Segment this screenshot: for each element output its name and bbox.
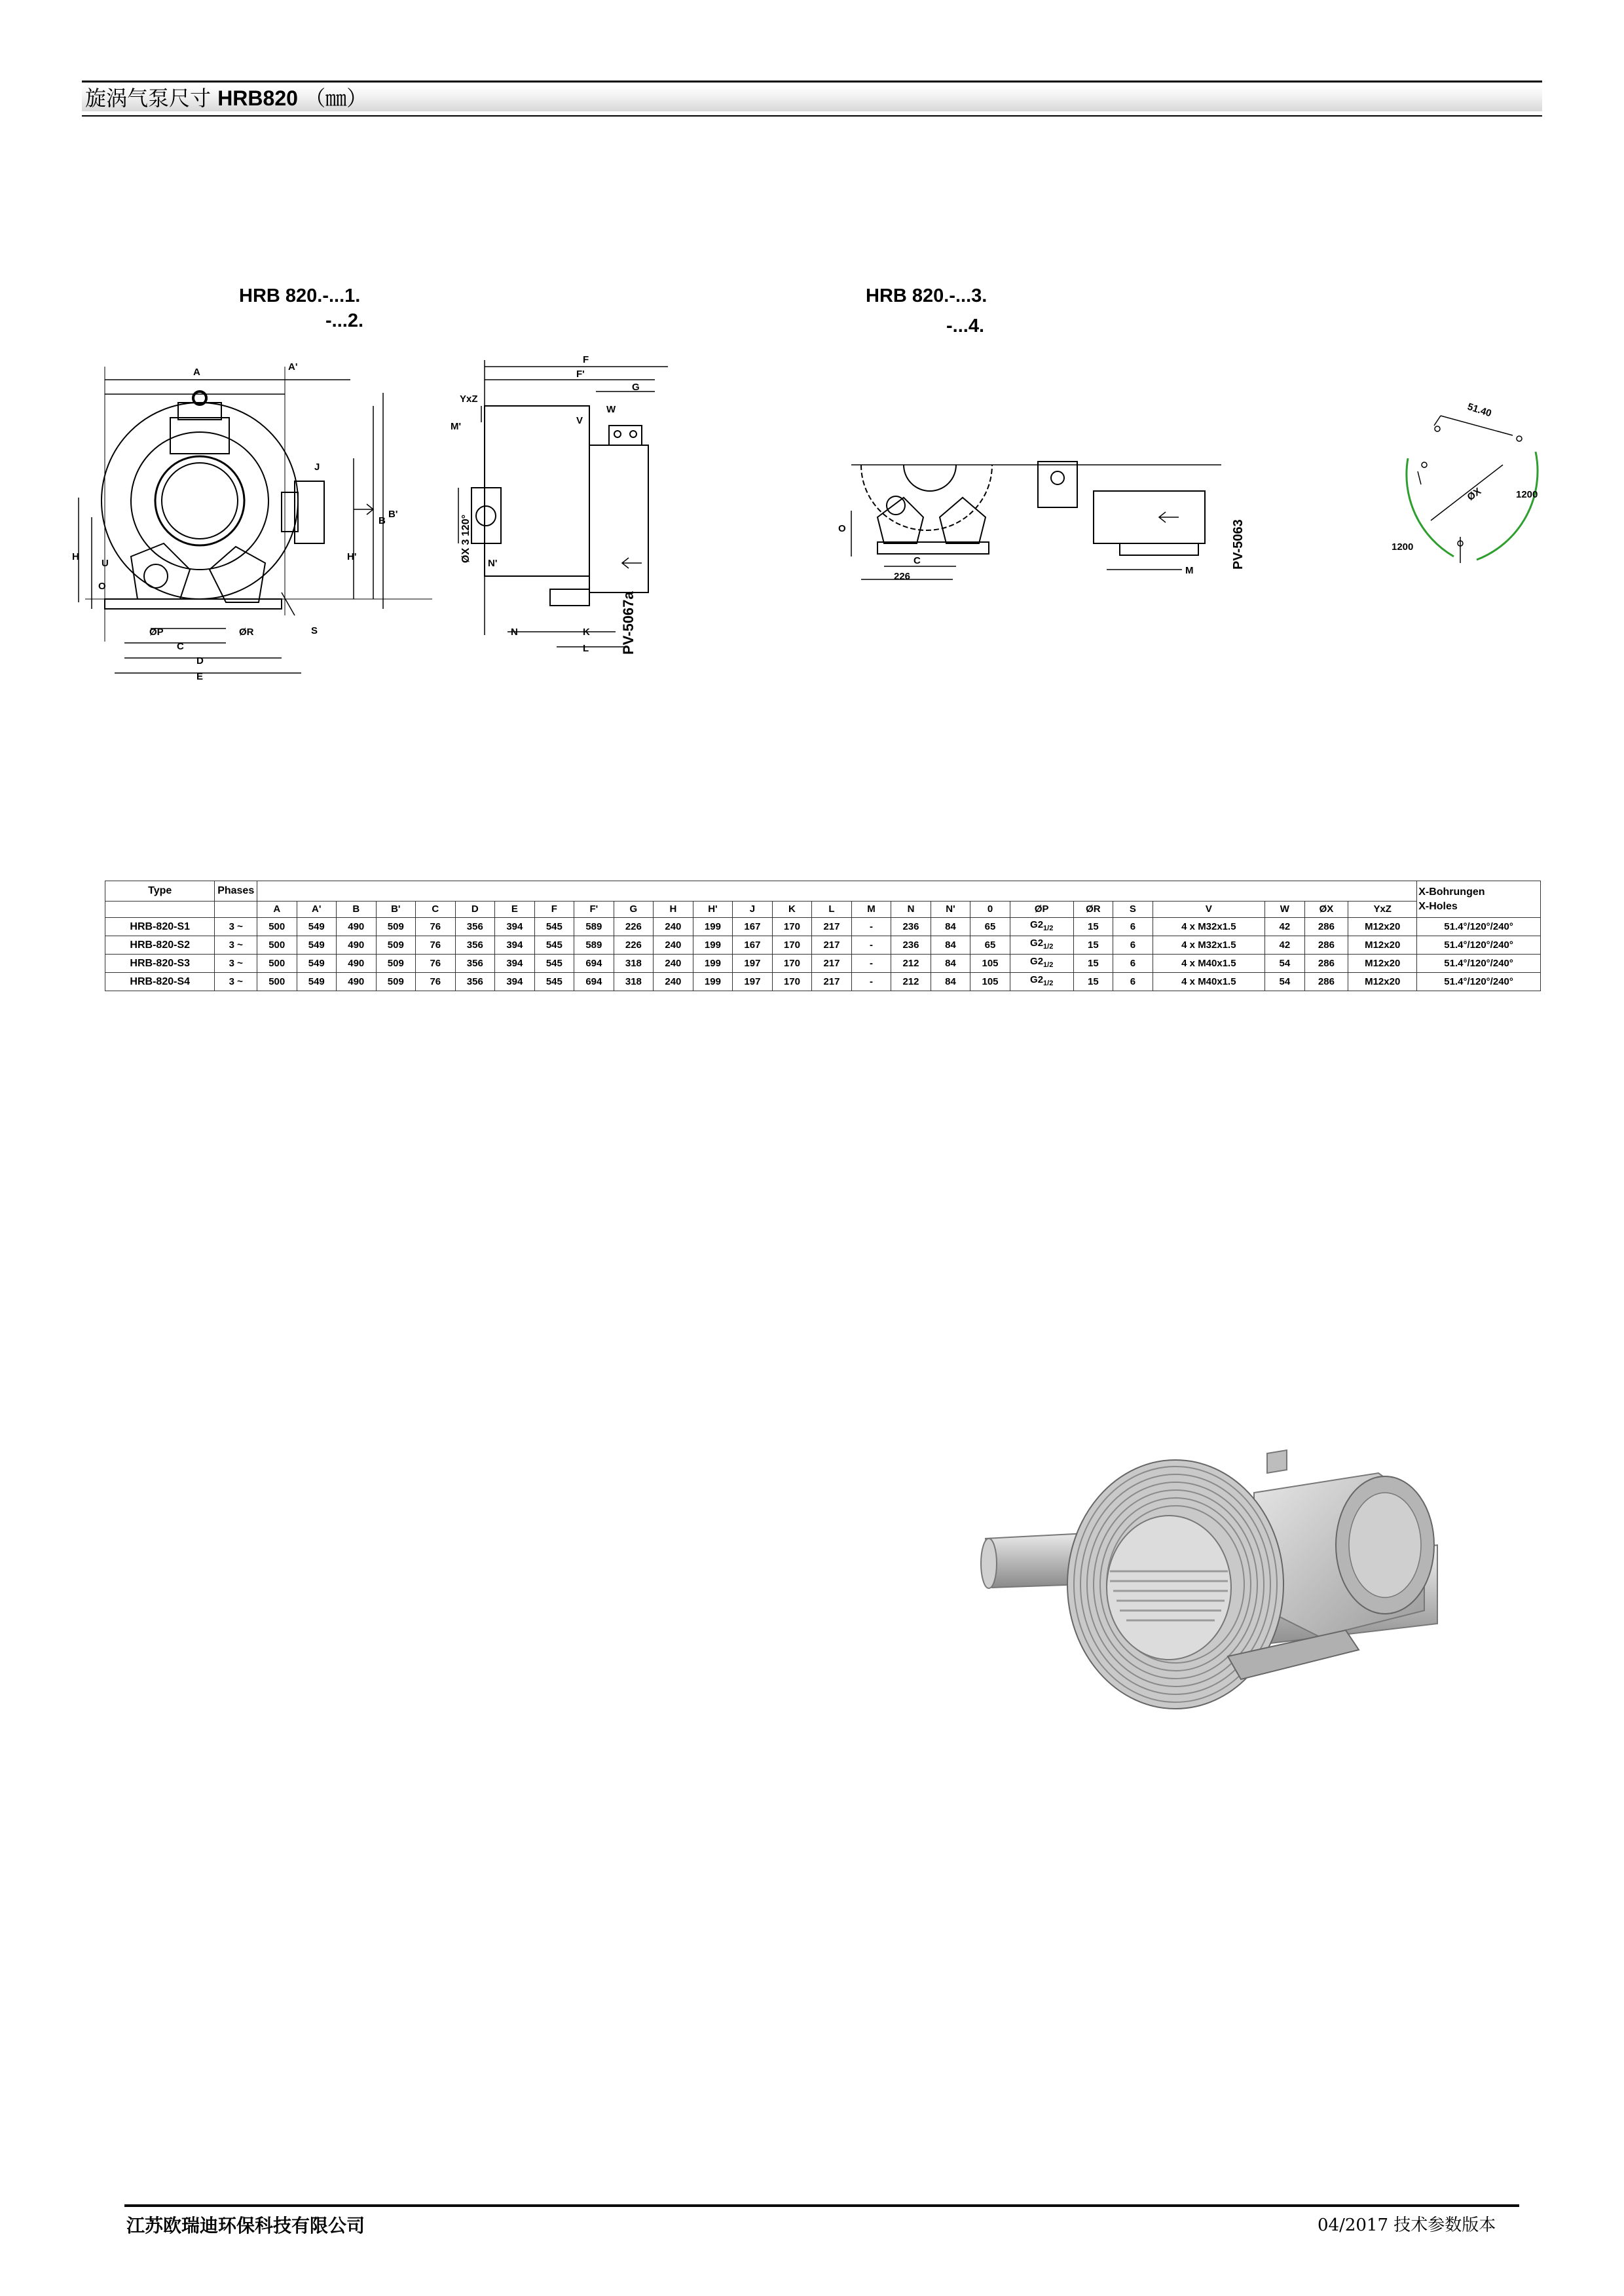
value-cell: 500 xyxy=(257,955,297,973)
version-text: 04/2017 技术参数版本 xyxy=(1318,2215,1496,2235)
col-f-prime: F' xyxy=(574,902,614,918)
value-cell: 240 xyxy=(654,918,693,936)
value-cell xyxy=(1010,973,1073,991)
value-cell: 4 x M32x1.5 xyxy=(1153,918,1264,936)
value-cell: 197 xyxy=(733,955,773,973)
value-cell: 217 xyxy=(812,918,852,936)
value-cell: 199 xyxy=(693,973,733,991)
type-header-blank xyxy=(105,902,215,918)
col-a: A xyxy=(257,902,297,918)
value-cell: 500 xyxy=(257,973,297,991)
value-cell: 6 xyxy=(1113,918,1153,936)
footer-rule xyxy=(124,2204,1519,2207)
value-cell: 84 xyxy=(931,918,970,936)
value-cell: M12x20 xyxy=(1348,955,1417,973)
p-value: G2 xyxy=(1030,974,1044,985)
value-cell: 509 xyxy=(376,918,416,936)
value-cell: 4 x M40x1.5 xyxy=(1153,955,1264,973)
col-h-prime: H' xyxy=(693,902,733,918)
dim-h: H xyxy=(72,551,79,562)
model-label-1-2-line2: -...2. xyxy=(325,310,364,331)
col-l: L xyxy=(812,902,852,918)
value-cell: 318 xyxy=(614,973,654,991)
type-header: Type xyxy=(105,881,215,902)
value-cell: - xyxy=(851,973,891,991)
value-cell: 105 xyxy=(970,973,1010,991)
dim-a-prime: A' xyxy=(288,361,298,373)
type-cell: HRB-820-S1 xyxy=(105,918,215,936)
hole-pattern-drawing xyxy=(1362,386,1559,570)
p-fraction: 1/2 xyxy=(1043,924,1054,932)
value-cell: 356 xyxy=(455,973,495,991)
dim-x: ØX xyxy=(1465,485,1484,503)
value-cell: M12x20 xyxy=(1348,918,1417,936)
value-cell: - xyxy=(851,955,891,973)
value-cell: 42 xyxy=(1265,918,1305,936)
col-x: ØX xyxy=(1304,902,1348,918)
value-cell: 545 xyxy=(534,918,574,936)
x-holes-cell: 51.4°/120°/240° xyxy=(1417,936,1541,955)
x-holes-cell: 51.4°/120°/240° xyxy=(1417,973,1541,991)
value-cell: 199 xyxy=(693,918,733,936)
value-cell: 356 xyxy=(455,955,495,973)
spec-table xyxy=(105,881,1541,991)
value-cell: 15 xyxy=(1073,973,1113,991)
value-cell: 15 xyxy=(1073,955,1113,973)
value-cell: 490 xyxy=(337,936,377,955)
dim-o-3-4: O xyxy=(838,523,846,534)
value-cell: 197 xyxy=(733,973,773,991)
value-cell: 490 xyxy=(337,973,377,991)
value-cell: 549 xyxy=(297,918,337,936)
value-cell: 545 xyxy=(534,973,574,991)
col-n-prime: N' xyxy=(931,902,970,918)
col-h: H xyxy=(654,902,693,918)
dim-f-prime: F' xyxy=(576,369,585,380)
x-holes-cell: 51.4°/120°/240° xyxy=(1417,955,1541,973)
header-bottom-rule xyxy=(82,115,1542,117)
value-cell: 170 xyxy=(772,918,812,936)
value-cell: 217 xyxy=(812,955,852,973)
value-cell: 217 xyxy=(812,936,852,955)
value-cell: 394 xyxy=(495,918,535,936)
value-cell: 694 xyxy=(574,973,614,991)
value-cell: 84 xyxy=(931,955,970,973)
value-cell: 500 xyxy=(257,918,297,936)
value-cell: 356 xyxy=(455,918,495,936)
side-view-drawing xyxy=(445,347,668,668)
table-row xyxy=(105,955,1541,973)
value-cell: 500 xyxy=(257,936,297,955)
col-yxz: YxZ xyxy=(1348,902,1417,918)
value-cell: 105 xyxy=(970,955,1010,973)
dim-c: C xyxy=(177,641,184,652)
value-cell: 490 xyxy=(337,955,377,973)
type-cell: HRB-820-S2 xyxy=(105,936,215,955)
dim-226: 226 xyxy=(894,571,911,582)
dim-a: A xyxy=(193,367,200,378)
col-f: F xyxy=(534,902,574,918)
col-k: K xyxy=(772,902,812,918)
dim-x3-120: ØX 3 120° xyxy=(460,515,471,563)
value-cell: 545 xyxy=(534,936,574,955)
table-header-row-2 xyxy=(105,902,1541,918)
value-cell: 240 xyxy=(654,973,693,991)
phases-cell: 3 ~ xyxy=(215,936,257,955)
col-g: G xyxy=(614,902,654,918)
value-cell: 4 x M32x1.5 xyxy=(1153,936,1264,955)
value-cell xyxy=(1010,936,1073,955)
value-cell: 199 xyxy=(693,936,733,955)
value-cell: 15 xyxy=(1073,918,1113,936)
front-view-drawing xyxy=(65,340,432,694)
value-cell: 76 xyxy=(416,955,456,973)
table-body xyxy=(105,918,1541,991)
value-cell: M12x20 xyxy=(1348,936,1417,955)
value-cell: 4 x M40x1.5 xyxy=(1153,973,1264,991)
dim-u: U xyxy=(101,558,109,569)
col-c: C xyxy=(416,902,456,918)
col-r: ØR xyxy=(1073,902,1113,918)
dim-b-prime: B' xyxy=(388,509,398,520)
value-cell: 170 xyxy=(772,973,812,991)
dim-s: S xyxy=(311,625,318,636)
value-cell: - xyxy=(851,936,891,955)
model-label-1-2-line1: HRB 820.-...1. xyxy=(239,285,361,306)
dim-o: O xyxy=(98,581,106,592)
page-title: 旋涡气泵尺寸 HRB820 （㎜） xyxy=(85,86,368,111)
col-w: W xyxy=(1265,902,1305,918)
value-cell: 199 xyxy=(693,955,733,973)
value-cell: 226 xyxy=(614,918,654,936)
value-cell: 76 xyxy=(416,918,456,936)
ref-code-side: PV-5063 xyxy=(1231,519,1246,570)
value-cell: 6 xyxy=(1113,936,1153,955)
col-j: J xyxy=(733,902,773,918)
dim-m: M xyxy=(1185,565,1194,576)
col-s: S xyxy=(1113,902,1153,918)
value-cell: 226 xyxy=(614,936,654,955)
dim-n-prime: N' xyxy=(488,558,498,569)
value-cell: 6 xyxy=(1113,973,1153,991)
value-cell: 549 xyxy=(297,936,337,955)
col-n: N xyxy=(891,902,931,918)
value-cell: 6 xyxy=(1113,955,1153,973)
value-cell: 54 xyxy=(1265,973,1305,991)
value-cell: 549 xyxy=(297,955,337,973)
value-cell: 167 xyxy=(733,918,773,936)
model-label-3-4-line1: HRB 820.-...3. xyxy=(866,285,987,306)
value-cell: 76 xyxy=(416,973,456,991)
col-v: V xyxy=(1153,902,1264,918)
value-cell: 589 xyxy=(574,918,614,936)
table-row xyxy=(105,918,1541,936)
value-cell: 84 xyxy=(931,973,970,991)
variant-3-4-drawing xyxy=(825,445,1270,589)
value-cell: 509 xyxy=(376,973,416,991)
dim-e: E xyxy=(196,671,204,682)
col-b: B xyxy=(337,902,377,918)
value-cell: 509 xyxy=(376,955,416,973)
value-cell: 167 xyxy=(733,936,773,955)
value-cell: - xyxy=(851,918,891,936)
value-cell: 170 xyxy=(772,955,812,973)
p-value: G2 xyxy=(1030,956,1044,967)
dim-l: L xyxy=(583,643,589,654)
value-cell: 394 xyxy=(495,973,535,991)
dim-1200-right: 1200 xyxy=(1516,489,1538,500)
value-cell: 394 xyxy=(495,936,535,955)
type-cell: HRB-820-S4 xyxy=(105,973,215,991)
dim-51-40: 51.40 xyxy=(1466,401,1493,420)
dim-b: B xyxy=(378,515,386,526)
value-cell: 240 xyxy=(654,955,693,973)
dim-d: D xyxy=(196,655,204,666)
company-name: 江苏欧瑞迪环保科技有限公司 xyxy=(126,2215,365,2236)
type-cell: HRB-820-S3 xyxy=(105,955,215,973)
value-cell: 356 xyxy=(455,936,495,955)
value-cell: 84 xyxy=(931,936,970,955)
value-cell: 490 xyxy=(337,918,377,936)
value-cell xyxy=(1010,955,1073,973)
model-label-3-4-line2: -...4. xyxy=(946,316,985,337)
dim-1200-left: 1200 xyxy=(1392,541,1414,553)
p-value: G2 xyxy=(1030,938,1044,949)
value-cell xyxy=(1010,918,1073,936)
dim-j: J xyxy=(314,462,320,473)
value-cell: 42 xyxy=(1265,936,1305,955)
col-0: 0 xyxy=(970,902,1010,918)
value-cell: 509 xyxy=(376,936,416,955)
col-m: M xyxy=(851,902,891,918)
dim-g: G xyxy=(632,382,640,393)
dim-k: K xyxy=(583,627,590,638)
value-cell: 694 xyxy=(574,955,614,973)
dim-r: ØR xyxy=(239,627,254,638)
value-cell: 236 xyxy=(891,918,931,936)
value-cell: 76 xyxy=(416,936,456,955)
dim-f: F xyxy=(583,354,589,365)
value-cell: 15 xyxy=(1073,936,1113,955)
value-cell: 545 xyxy=(534,955,574,973)
phases-cell: 3 ~ xyxy=(215,918,257,936)
phases-header-blank xyxy=(215,902,257,918)
value-cell: 240 xyxy=(654,936,693,955)
col-b-prime: B' xyxy=(376,902,416,918)
value-cell: 549 xyxy=(297,973,337,991)
table-header-row-1 xyxy=(105,881,1541,902)
value-cell: 394 xyxy=(495,955,535,973)
value-cell: 286 xyxy=(1304,936,1348,955)
col-d: D xyxy=(455,902,495,918)
table-row xyxy=(105,936,1541,955)
value-cell: 212 xyxy=(891,955,931,973)
dim-c-3-4: C xyxy=(913,555,921,566)
p-value: G2 xyxy=(1030,919,1044,930)
dim-p: ØP xyxy=(149,627,164,638)
table-row xyxy=(105,973,1541,991)
col-p: ØP xyxy=(1010,902,1073,918)
value-cell: 236 xyxy=(891,936,931,955)
ref-code-front: PV-5067a xyxy=(620,591,637,655)
header-spacer xyxy=(257,881,1416,902)
dim-m-prime: M' xyxy=(451,421,462,432)
value-cell: 286 xyxy=(1304,918,1348,936)
col-e: E xyxy=(495,902,535,918)
phases-header: Phases xyxy=(215,881,257,902)
value-cell: 286 xyxy=(1304,973,1348,991)
dim-h-prime: H' xyxy=(347,551,357,562)
dim-n: N xyxy=(511,627,518,638)
value-cell: 286 xyxy=(1304,955,1348,973)
value-cell: 318 xyxy=(614,955,654,973)
col-a-prime: A' xyxy=(297,902,337,918)
dim-v: V xyxy=(576,415,583,426)
x-holes-header: X-Bohrungen X-Holes xyxy=(1417,881,1541,918)
dim-w: W xyxy=(606,404,616,415)
phases-cell: 3 ~ xyxy=(215,955,257,973)
x-holes-cell: 51.4°/120°/240° xyxy=(1417,918,1541,936)
p-fraction: 1/2 xyxy=(1043,961,1054,969)
value-cell: 217 xyxy=(812,973,852,991)
phases-cell: 3 ~ xyxy=(215,973,257,991)
value-cell: 170 xyxy=(772,936,812,955)
p-fraction: 1/2 xyxy=(1043,979,1054,987)
dim-yxz: YxZ xyxy=(460,393,478,405)
value-cell: 54 xyxy=(1265,955,1305,973)
value-cell: 212 xyxy=(891,973,931,991)
value-cell: 589 xyxy=(574,936,614,955)
blower-product-image xyxy=(979,1440,1437,1741)
header-top-rule xyxy=(82,81,1542,82)
value-cell: M12x20 xyxy=(1348,973,1417,991)
value-cell: 65 xyxy=(970,936,1010,955)
p-fraction: 1/2 xyxy=(1043,943,1054,951)
value-cell: 65 xyxy=(970,918,1010,936)
